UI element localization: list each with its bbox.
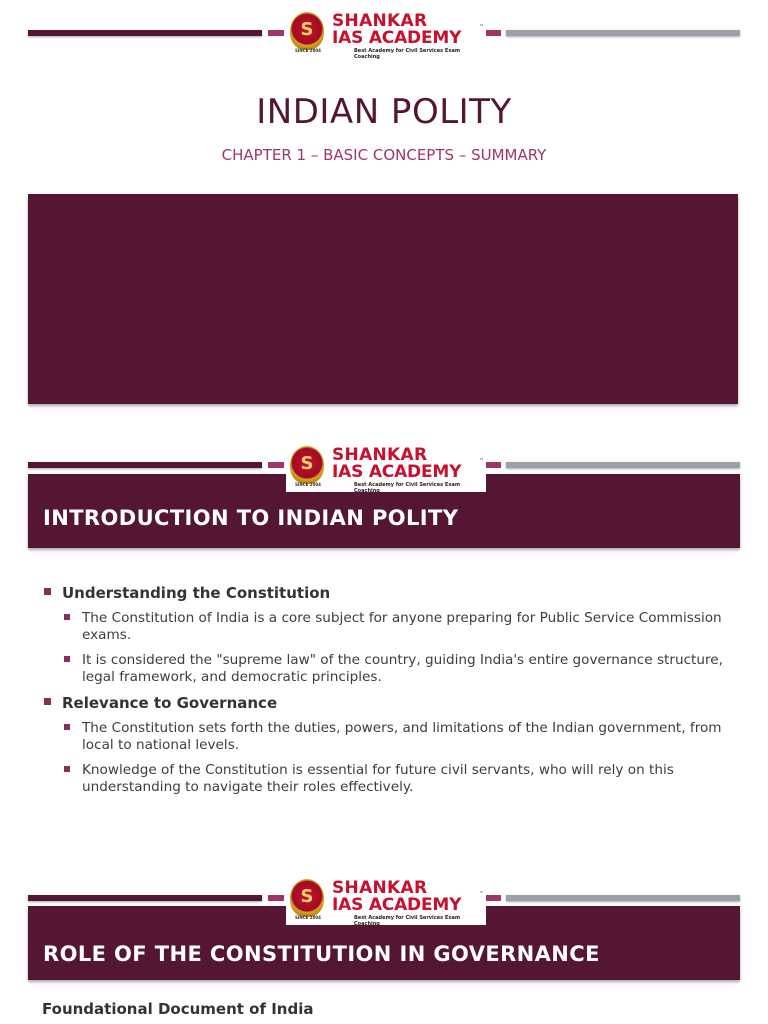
list-item — [44, 584, 734, 602]
trademark-mark: ™ — [479, 891, 484, 897]
brand-tagline: Best Academy for Civil Services Exam Coaching — [354, 482, 461, 494]
list-item — [44, 762, 734, 796]
list-item — [44, 720, 734, 754]
bullet-square-icon — [64, 656, 70, 662]
slide-title: INDIAN POLITY — [256, 92, 512, 132]
brand-name-line2: IAS ACADEMY — [332, 28, 462, 48]
title-banner — [28, 194, 738, 404]
trademark-mark: ™ — [479, 458, 484, 464]
header-bar-right — [506, 462, 740, 468]
header-bar-right — [506, 30, 740, 36]
section-heading: ROLE OF THE CONSTITUTION IN GOVERNANCE — [43, 942, 600, 966]
since-label: SINCE 2004 — [295, 482, 321, 487]
section-subheading: Foundational Document of India — [42, 1000, 314, 1018]
header-accent-square — [268, 462, 284, 468]
header-accent-square — [268, 30, 284, 36]
bullet-square-icon — [64, 766, 70, 772]
header-bar-left — [28, 462, 262, 468]
header-bar-left — [28, 30, 262, 36]
bullet-list — [44, 584, 734, 804]
section-heading: INTRODUCTION TO INDIAN POLITY — [43, 506, 459, 530]
bullet-text: Knowledge of the Constitution is essential for future civil servants, who will rely on this understanding to navigate their roles effectively. — [82, 762, 674, 795]
since-label: SINCE 2004 — [295, 915, 321, 920]
header-accent-square — [485, 30, 501, 36]
brand-name-line1: SHANKAR — [332, 445, 428, 465]
brand-name-line2: IAS ACADEMY — [332, 895, 462, 915]
trademark-mark: ™ — [479, 24, 484, 30]
list-item — [44, 652, 734, 686]
academy-logo — [286, 877, 486, 925]
bullet-text: The Constitution of India is a core subject for anyone preparing for Public Service Commission exams. — [82, 610, 722, 643]
bullet-square-icon — [44, 698, 51, 705]
brand-name-line2: IAS ACADEMY — [332, 462, 462, 482]
bullet-heading: Relevance to Governance — [62, 694, 278, 712]
header-accent-square — [485, 462, 501, 468]
list-item — [44, 694, 734, 712]
emblem-icon: S — [290, 879, 324, 917]
slide-subtitle: CHAPTER 1 – BASIC CONCEPTS – SUMMARY — [221, 146, 547, 164]
header-accent-square — [485, 895, 501, 901]
list-item — [44, 610, 734, 644]
bullet-square-icon — [64, 614, 70, 620]
emblem-icon: S — [290, 12, 324, 50]
brand-name-line1: SHANKAR — [332, 11, 428, 31]
emblem-icon: S — [290, 446, 324, 484]
brand-name-line1: SHANKAR — [332, 878, 428, 898]
academy-logo — [286, 10, 486, 58]
bullet-text: It is considered the "supreme law" of the country, guiding India's entire governance structure, legal framework, and democratic principles. — [82, 652, 723, 685]
bullet-square-icon — [44, 588, 51, 595]
header-accent-square — [268, 895, 284, 901]
bullet-heading: Understanding the Constitution — [62, 584, 331, 602]
since-label: SINCE 2004 — [295, 48, 321, 53]
academy-logo — [286, 444, 486, 492]
header-bar-left — [28, 895, 262, 901]
bullet-square-icon — [64, 724, 70, 730]
brand-tagline: Best Academy for Civil Services Exam Coaching — [354, 915, 461, 927]
brand-tagline: Best Academy for Civil Services Exam Coaching — [354, 48, 461, 60]
header-bar-right — [506, 895, 740, 901]
bullet-text: The Constitution sets forth the duties, powers, and limitations of the Indian government, from local to national levels. — [82, 720, 722, 753]
